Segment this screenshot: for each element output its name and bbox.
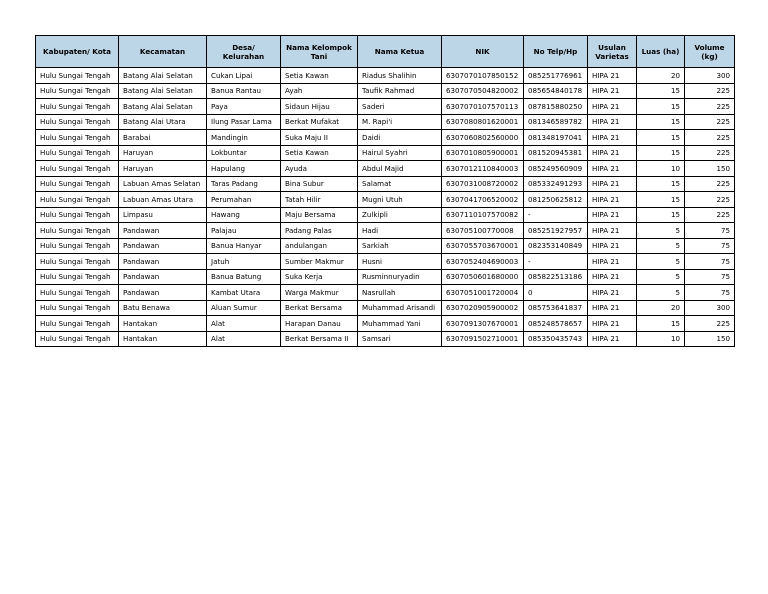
cell-desa: Hapulang	[207, 161, 281, 177]
cell-kecamatan: Batang Alai Selatan	[119, 68, 207, 84]
cell-volume: 225	[685, 145, 735, 161]
table-row	[36, 223, 735, 239]
table-row	[36, 161, 735, 177]
cell-varietas: HIPA 21	[588, 300, 637, 316]
cell-luas: 5	[637, 254, 685, 270]
cell-telp: 085654840178	[524, 83, 588, 99]
cell-volume: 225	[685, 130, 735, 146]
cell-nik: 6307052404690003	[442, 254, 524, 270]
table-row	[36, 130, 735, 146]
cell-kecamatan: Pandawan	[119, 238, 207, 254]
cell-kelompok-tani: Harapan Danau	[281, 316, 358, 332]
cell-nik: 6307050601680000	[442, 269, 524, 285]
cell-kelompok-tani: Suka Maju II	[281, 130, 358, 146]
cell-luas: 20	[637, 68, 685, 84]
cell-nik: 6307091502710001	[442, 331, 524, 347]
cell-kecamatan: Hantakan	[119, 316, 207, 332]
cell-nama-ketua: Abdul Majid	[358, 161, 442, 177]
header-varietas: Usulan Varietas	[588, 36, 637, 68]
cell-luas: 15	[637, 145, 685, 161]
cell-kabupaten: Hulu Sungai Tengah	[36, 254, 119, 270]
cell-kecamatan: Labuan Amas Utara	[119, 192, 207, 208]
cell-kecamatan: Hantakan	[119, 331, 207, 347]
cell-kelompok-tani: Sidaun Hijau	[281, 99, 358, 115]
cell-desa: Cukan Lipai	[207, 68, 281, 84]
cell-kabupaten: Hulu Sungai Tengah	[36, 83, 119, 99]
cell-volume: 225	[685, 99, 735, 115]
header-luas: Luas (ha)	[637, 36, 685, 68]
cell-kabupaten: Hulu Sungai Tengah	[36, 192, 119, 208]
cell-nama-ketua: M. Rapi'i	[358, 114, 442, 130]
cell-nik: 630705100770008	[442, 223, 524, 239]
header-row	[36, 36, 735, 68]
cell-kabupaten: Hulu Sungai Tengah	[36, 176, 119, 192]
cell-kecamatan: Pandawan	[119, 285, 207, 301]
cell-desa: Paya	[207, 99, 281, 115]
cell-varietas: HIPA 21	[588, 285, 637, 301]
cell-varietas: HIPA 21	[588, 161, 637, 177]
cell-desa: Palajau	[207, 223, 281, 239]
cell-nik: 6307020905900002	[442, 300, 524, 316]
cell-luas: 15	[637, 99, 685, 115]
cell-luas: 10	[637, 161, 685, 177]
table-body	[36, 68, 735, 347]
cell-kabupaten: Hulu Sungai Tengah	[36, 238, 119, 254]
cell-kabupaten: Hulu Sungai Tengah	[36, 207, 119, 223]
cell-telp: 081346589782	[524, 114, 588, 130]
cell-luas: 5	[637, 238, 685, 254]
cell-telp: -	[524, 254, 588, 270]
cell-telp: 081348197041	[524, 130, 588, 146]
table-row	[36, 114, 735, 130]
cell-nama-ketua: Mugni Utuh	[358, 192, 442, 208]
cell-kecamatan: Haruyan	[119, 145, 207, 161]
header-desa: Desa/ Kelurahan	[207, 36, 281, 68]
cell-nama-ketua: Nasrullah	[358, 285, 442, 301]
cell-varietas: HIPA 21	[588, 99, 637, 115]
cell-nama-ketua: Muhammad Arisandi	[358, 300, 442, 316]
cell-kelompok-tani: Maju Bersama	[281, 207, 358, 223]
cell-desa: Aluan Sumur	[207, 300, 281, 316]
cell-kecamatan: Batang Alai Utara	[119, 114, 207, 130]
cell-kelompok-tani: Berkat Mufakat	[281, 114, 358, 130]
cell-varietas: HIPA 21	[588, 114, 637, 130]
cell-kabupaten: Hulu Sungai Tengah	[36, 316, 119, 332]
table-row	[36, 207, 735, 223]
cell-kabupaten: Hulu Sungai Tengah	[36, 300, 119, 316]
farmer-group-table	[35, 35, 735, 347]
cell-luas: 15	[637, 130, 685, 146]
cell-nama-ketua: Sarkiah	[358, 238, 442, 254]
cell-nik: 6307070107570113	[442, 99, 524, 115]
cell-kelompok-tani: Bina Subur	[281, 176, 358, 192]
header-telp: No Telp/Hp	[524, 36, 588, 68]
cell-varietas: HIPA 21	[588, 331, 637, 347]
table-row	[36, 331, 735, 347]
cell-nama-ketua: Riadus Shalihin	[358, 68, 442, 84]
cell-telp: 085822513186	[524, 269, 588, 285]
cell-volume: 225	[685, 207, 735, 223]
cell-luas: 15	[637, 192, 685, 208]
cell-nik: 6307060802560000	[442, 130, 524, 146]
cell-luas: 5	[637, 223, 685, 239]
cell-volume: 300	[685, 68, 735, 84]
table-row	[36, 99, 735, 115]
cell-volume: 75	[685, 223, 735, 239]
cell-kecamatan: Limpasu	[119, 207, 207, 223]
cell-volume: 300	[685, 300, 735, 316]
cell-nik: 6307080801620001	[442, 114, 524, 130]
cell-telp: 087815880250	[524, 99, 588, 115]
cell-telp: 085248578657	[524, 316, 588, 332]
cell-kelompok-tani: Setia Kawan	[281, 145, 358, 161]
cell-telp: 085332491293	[524, 176, 588, 192]
cell-varietas: HIPA 21	[588, 238, 637, 254]
cell-nama-ketua: Daidi	[358, 130, 442, 146]
cell-nik: 6307110107570082	[442, 207, 524, 223]
cell-kelompok-tani: Ayah	[281, 83, 358, 99]
cell-desa: Mandingin	[207, 130, 281, 146]
cell-kecamatan: Haruyan	[119, 161, 207, 177]
cell-kabupaten: Hulu Sungai Tengah	[36, 130, 119, 146]
cell-nik: 6307031008720002	[442, 176, 524, 192]
cell-varietas: HIPA 21	[588, 176, 637, 192]
cell-varietas: HIPA 21	[588, 207, 637, 223]
cell-nik: 6307091307670001	[442, 316, 524, 332]
cell-kecamatan: Pandawan	[119, 269, 207, 285]
cell-luas: 20	[637, 300, 685, 316]
cell-kabupaten: Hulu Sungai Tengah	[36, 145, 119, 161]
cell-luas: 5	[637, 285, 685, 301]
cell-varietas: HIPA 21	[588, 223, 637, 239]
cell-luas: 5	[637, 269, 685, 285]
cell-nik: 6307012110840003	[442, 161, 524, 177]
cell-volume: 75	[685, 269, 735, 285]
cell-nik: 6307070107850152	[442, 68, 524, 84]
header-volume: Volume (kg)	[685, 36, 735, 68]
cell-kabupaten: Hulu Sungai Tengah	[36, 161, 119, 177]
cell-kecamatan: Pandawan	[119, 223, 207, 239]
cell-kabupaten: Hulu Sungai Tengah	[36, 99, 119, 115]
cell-desa: Alat	[207, 331, 281, 347]
cell-kelompok-tani: Tatah Hilir	[281, 192, 358, 208]
cell-nama-ketua: Samsari	[358, 331, 442, 347]
cell-kecamatan: Batang Alai Selatan	[119, 99, 207, 115]
cell-nik: 6307070504820002	[442, 83, 524, 99]
cell-desa: Jatuh	[207, 254, 281, 270]
cell-volume: 225	[685, 83, 735, 99]
cell-kecamatan: Barabai	[119, 130, 207, 146]
cell-varietas: HIPA 21	[588, 269, 637, 285]
cell-nama-ketua: Salamat	[358, 176, 442, 192]
cell-kelompok-tani: andulangan	[281, 238, 358, 254]
cell-nama-ketua: Muhammad Yani	[358, 316, 442, 332]
cell-kecamatan: Labuan Amas Selatan	[119, 176, 207, 192]
cell-nama-ketua: Taufik Rahmad	[358, 83, 442, 99]
cell-volume: 150	[685, 331, 735, 347]
cell-luas: 10	[637, 331, 685, 347]
cell-kecamatan: Batu Benawa	[119, 300, 207, 316]
table-row	[36, 68, 735, 84]
cell-varietas: HIPA 21	[588, 316, 637, 332]
cell-volume: 75	[685, 285, 735, 301]
table-row	[36, 83, 735, 99]
table-row	[36, 238, 735, 254]
cell-volume: 225	[685, 176, 735, 192]
cell-volume: 225	[685, 316, 735, 332]
cell-kabupaten: Hulu Sungai Tengah	[36, 223, 119, 239]
cell-kabupaten: Hulu Sungai Tengah	[36, 68, 119, 84]
cell-luas: 15	[637, 316, 685, 332]
cell-telp: 085251776961	[524, 68, 588, 84]
cell-nama-ketua: Hadi	[358, 223, 442, 239]
cell-nik: 6307055703670001	[442, 238, 524, 254]
cell-varietas: HIPA 21	[588, 83, 637, 99]
cell-volume: 225	[685, 192, 735, 208]
header-nik: NIK	[442, 36, 524, 68]
cell-kelompok-tani: Warga Makmur	[281, 285, 358, 301]
cell-kelompok-tani: Sumber Makmur	[281, 254, 358, 270]
cell-nama-ketua: Husni	[358, 254, 442, 270]
cell-desa: Hawang	[207, 207, 281, 223]
header-kelompok-tani: Nama Kelompok Tani	[281, 36, 358, 68]
cell-varietas: HIPA 21	[588, 145, 637, 161]
cell-varietas: HIPA 21	[588, 254, 637, 270]
cell-kelompok-tani: Berkat Bersama II	[281, 331, 358, 347]
table-row	[36, 285, 735, 301]
cell-desa: Perumahan	[207, 192, 281, 208]
cell-desa: Banua Hanyar	[207, 238, 281, 254]
cell-kelompok-tani: Suka Kerja	[281, 269, 358, 285]
header-kecamatan: Kecamatan	[119, 36, 207, 68]
cell-luas: 15	[637, 176, 685, 192]
cell-kelompok-tani: Setia Kawan	[281, 68, 358, 84]
cell-varietas: HIPA 21	[588, 68, 637, 84]
cell-kabupaten: Hulu Sungai Tengah	[36, 331, 119, 347]
cell-kecamatan: Pandawan	[119, 254, 207, 270]
cell-volume: 75	[685, 238, 735, 254]
cell-telp: 085350435743	[524, 331, 588, 347]
cell-nik: 6307041706520002	[442, 192, 524, 208]
cell-kelompok-tani: Berkat Bersama	[281, 300, 358, 316]
cell-nik: 6307051001720004	[442, 285, 524, 301]
cell-luas: 15	[637, 114, 685, 130]
table-row	[36, 176, 735, 192]
cell-luas: 15	[637, 207, 685, 223]
table-row	[36, 300, 735, 316]
table-row	[36, 145, 735, 161]
cell-desa: Alat	[207, 316, 281, 332]
cell-nama-ketua: Hairul Syahri	[358, 145, 442, 161]
cell-kabupaten: Hulu Sungai Tengah	[36, 114, 119, 130]
cell-telp: 0	[524, 285, 588, 301]
cell-kelompok-tani: Padang Palas	[281, 223, 358, 239]
table-row	[36, 269, 735, 285]
cell-varietas: HIPA 21	[588, 192, 637, 208]
cell-nama-ketua: Zulkipli	[358, 207, 442, 223]
cell-telp: 085251927957	[524, 223, 588, 239]
cell-desa: Lokbuntar	[207, 145, 281, 161]
cell-telp: -	[524, 207, 588, 223]
cell-desa: Banua Batung	[207, 269, 281, 285]
cell-kabupaten: Hulu Sungai Tengah	[36, 285, 119, 301]
cell-kabupaten: Hulu Sungai Tengah	[36, 269, 119, 285]
cell-volume: 225	[685, 114, 735, 130]
cell-telp: 085249560909	[524, 161, 588, 177]
cell-kelompok-tani: Ayuda	[281, 161, 358, 177]
table-row	[36, 316, 735, 332]
cell-desa: Kambat Utara	[207, 285, 281, 301]
header-nama-ketua: Nama Ketua	[358, 36, 442, 68]
cell-desa: Ilung Pasar Lama	[207, 114, 281, 130]
cell-nama-ketua: Rusminnuryadin	[358, 269, 442, 285]
cell-desa: Taras Padang	[207, 176, 281, 192]
cell-desa: Banua Rantau	[207, 83, 281, 99]
cell-telp: 081250625812	[524, 192, 588, 208]
table-row	[36, 254, 735, 270]
table-row	[36, 192, 735, 208]
cell-telp: 085753641837	[524, 300, 588, 316]
header-kabupaten: Kabupaten/ Kota	[36, 36, 119, 68]
cell-kecamatan: Batang Alai Selatan	[119, 83, 207, 99]
cell-luas: 15	[637, 83, 685, 99]
cell-volume: 75	[685, 254, 735, 270]
cell-varietas: HIPA 21	[588, 130, 637, 146]
cell-telp: 082353140849	[524, 238, 588, 254]
cell-telp: 081520945381	[524, 145, 588, 161]
cell-nik: 6307010805900001	[442, 145, 524, 161]
cell-volume: 150	[685, 161, 735, 177]
cell-nama-ketua: Saderi	[358, 99, 442, 115]
